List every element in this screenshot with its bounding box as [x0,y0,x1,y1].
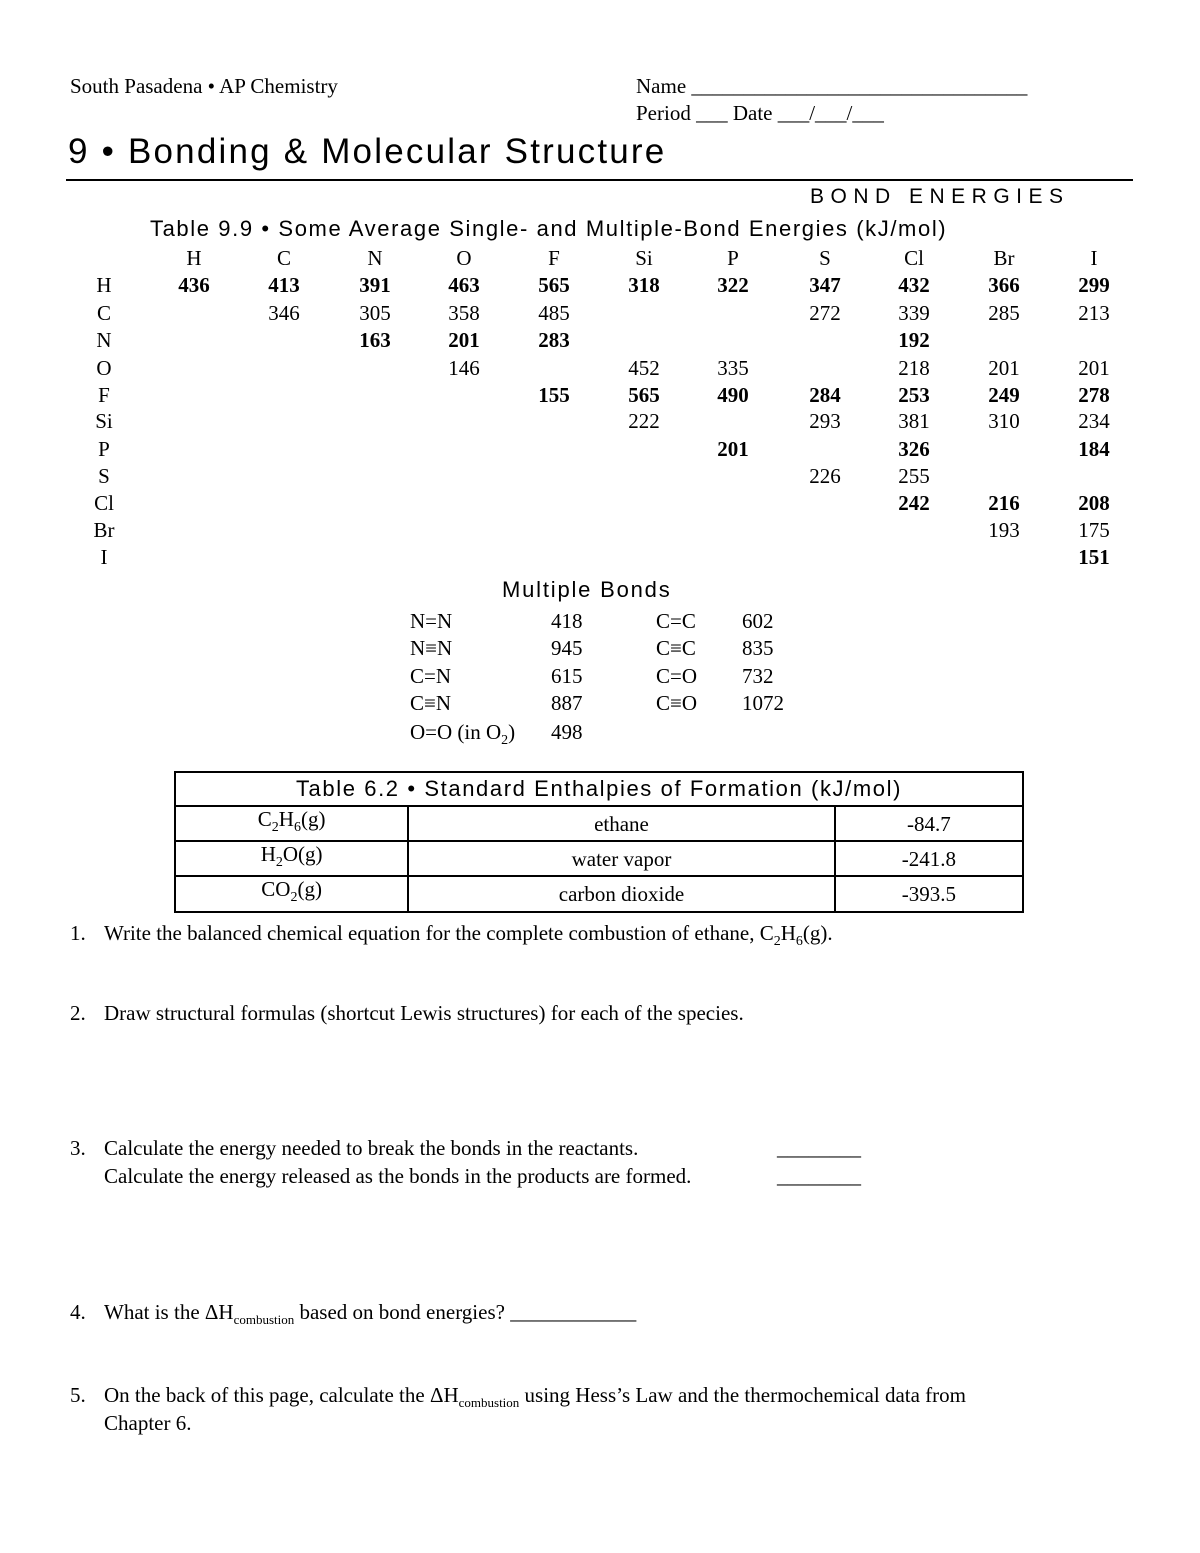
question-number: 5. [70,1383,86,1407]
column-header: Si [635,246,653,270]
column-header: I [1090,246,1098,270]
table-row [175,806,1023,841]
row-header: Br [93,518,115,542]
title-rule [66,179,1133,181]
multiple-bond-label: N≡N [410,636,453,660]
bond-energy-value: 249 [988,383,1020,407]
bond-energy-value: 318 [628,273,660,297]
compound-name-cell: ethane [408,806,834,841]
bond-energy-value: 413 [268,273,300,297]
question-2: Draw structural formulas (shortcut Lewis structures) for each of the species. [104,1001,744,1025]
bond-energy-value: 226 [809,464,841,488]
column-header: N [367,246,383,270]
bond-energy-value: 208 [1078,491,1110,515]
answer-blank[interactable]: ________ [777,1136,861,1160]
bond-energy-value: 283 [538,328,570,352]
answer-blank[interactable]: ________ [777,1164,861,1188]
bond-energy-value: 222 [628,409,660,433]
bond-energy-value: 278 [1078,383,1110,407]
column-header: Cl [904,246,924,270]
bond-energy-value: 436 [178,273,210,297]
multiple-bond-value: 602 [742,609,774,633]
compound-name-cell: carbon dioxide [408,876,834,911]
formula-cell: $C_2H_6(g)$ [175,806,408,841]
bond-energy-value: 201 [717,437,749,461]
bond-energy-value: 366 [988,273,1020,297]
bond-energy-value: 310 [988,409,1020,433]
multiple-bond-label: C=O [656,664,698,688]
bond-energy-value: 305 [359,301,391,325]
multiple-bond-value: 887 [551,691,583,715]
compound-name-cell: water vapor [408,841,834,876]
multiple-bond-label: C≡O [656,691,698,715]
row-header: Cl [94,491,114,515]
formula-cell: $H_2O(g)$ [175,841,408,876]
bond-energy-value: 175 [1078,518,1110,542]
row-header: H [96,273,112,297]
column-header: P [727,246,739,270]
bond-energy-value: 326 [898,437,930,461]
section-heading: BOND ENERGIES [810,185,1070,208]
bond-energy-value: 272 [809,301,841,325]
name-field[interactable]: Name ________________________________ [636,74,1028,98]
bond-energy-value: 335 [717,356,749,380]
bond-energy-value: 201 [1078,356,1110,380]
bond-energy-value: 293 [809,409,841,433]
multiple-bond-label: C≡N [410,691,452,715]
row-header: S [98,464,110,488]
row-header: C [96,301,111,325]
bond-energy-value: 216 [988,491,1020,515]
bond-table-caption: Table 9.9 • Some Average Single- and Multiple-Bond Energies (kJ/mol) [150,216,948,241]
multiple-bond-value: 418 [551,609,583,633]
column-header: S [819,246,831,270]
row-header: Si [95,409,113,433]
question-number: 2. [70,1001,86,1025]
bond-energy-value: 485 [538,301,570,325]
formula-cell: $CO_2(g)$ [175,876,408,911]
bond-energy-value: 213 [1078,301,1110,325]
column-header: C [276,246,291,270]
bond-energy-value: 155 [538,383,570,407]
question-number: 1. [70,921,86,945]
multiple-bond-value: 615 [551,664,583,688]
table-row [175,841,1023,876]
bond-energy-value: 391 [359,273,391,297]
question-3-line-2: Calculate the energy released as the bonds in the products are formed. [104,1164,692,1188]
enthalpy-value-cell: -241.8 [835,841,1023,876]
bond-energy-value: 253 [898,383,930,407]
enthalpy-table [174,771,1024,913]
course-label: South Pasadena • AP Chemistry [70,74,338,98]
bond-energy-value: 242 [898,491,930,515]
question-3-line-1: Calculate the energy needed to break the bonds in the reactants. [104,1136,639,1160]
multiple-bond-value: 732 [742,664,774,688]
bond-energy-value: 346 [268,301,300,325]
bond-energy-value: 322 [717,273,749,297]
bond-energy-value: 163 [359,328,391,352]
bond-energy-value: 432 [898,273,930,297]
bond-energy-value: 284 [809,383,841,407]
bond-energy-value: 490 [717,383,749,407]
bond-energy-value: 381 [898,409,930,433]
row-header: F [98,383,110,407]
multiple-bond-label: C≡C [656,636,696,660]
bond-energy-value: 299 [1078,273,1110,297]
bond-energy-value: 193 [988,518,1020,542]
period-date-field[interactable]: Period ___ Date ___/___/___ [636,101,884,125]
question-4: What is the $\Delta H_{combustion}$ based on bond energies? ____________ [104,1300,637,1328]
bond-energy-value: 151 [1078,545,1110,569]
multiple-bond-value: 835 [742,636,774,660]
question-number: 3. [70,1136,86,1160]
enthalpy-table-caption: Table 6.2 • Standard Enthalpies of Formation (kJ/mol) [175,772,1023,806]
row-header: O [96,356,112,380]
bond-energy-value: 565 [538,273,570,297]
bond-energy-value: 339 [898,301,930,325]
enthalpy-value-cell: -393.5 [835,876,1023,911]
question-5-line-2: Chapter 6. [104,1411,192,1435]
bond-energy-value: 192 [898,328,930,352]
bond-energy-value: 565 [628,383,660,407]
column-header: H [186,246,202,270]
bond-energy-value: 255 [898,464,930,488]
multiple-bond-value: 945 [551,636,583,660]
bond-energy-value: 218 [898,356,930,380]
column-header: F [548,246,560,270]
bond-energy-value: 201 [988,356,1020,380]
row-header: I [100,545,108,569]
question-5: On the back of this page, calculate the $\Delta H_{combustion}$ using Hess’s Law and the thermochemical data from [104,1383,966,1411]
multiple-bond-value: 498 [551,720,583,744]
bond-energy-value: 184 [1078,437,1110,461]
enthalpy-value-cell: -84.7 [835,806,1023,841]
multiple-bond-value: 1072 [742,691,784,715]
bond-energy-value: 285 [988,301,1020,325]
bond-energy-value: 463 [448,273,480,297]
bond-energy-value: 234 [1078,409,1110,433]
row-header: P [98,437,110,461]
bond-energy-value: 347 [809,273,841,297]
multiple-bonds-title: Multiple Bonds [502,577,672,602]
multiple-bond-label: N=N [410,609,453,633]
multiple-bond-label: C=C [656,609,696,633]
page-title: 9 • Bonding & Molecular Structure [68,132,667,171]
column-header: Br [993,246,1015,270]
column-header: O [456,246,472,270]
bond-energy-value: 358 [448,301,480,325]
table-row [175,876,1023,911]
bond-energy-value: 452 [628,356,660,380]
question-number: 4. [70,1300,86,1324]
multiple-bond-label: C=N [410,664,452,688]
bond-energy-value: 201 [448,328,480,352]
bond-energy-value: 146 [448,356,480,380]
question-1: Write the balanced chemical equation for the complete combustion of ethane, $C_2H_6(g)$. [104,921,833,950]
row-header: N [96,328,112,352]
multiple-bond-label: O=O (in $O_2$) [410,720,516,749]
